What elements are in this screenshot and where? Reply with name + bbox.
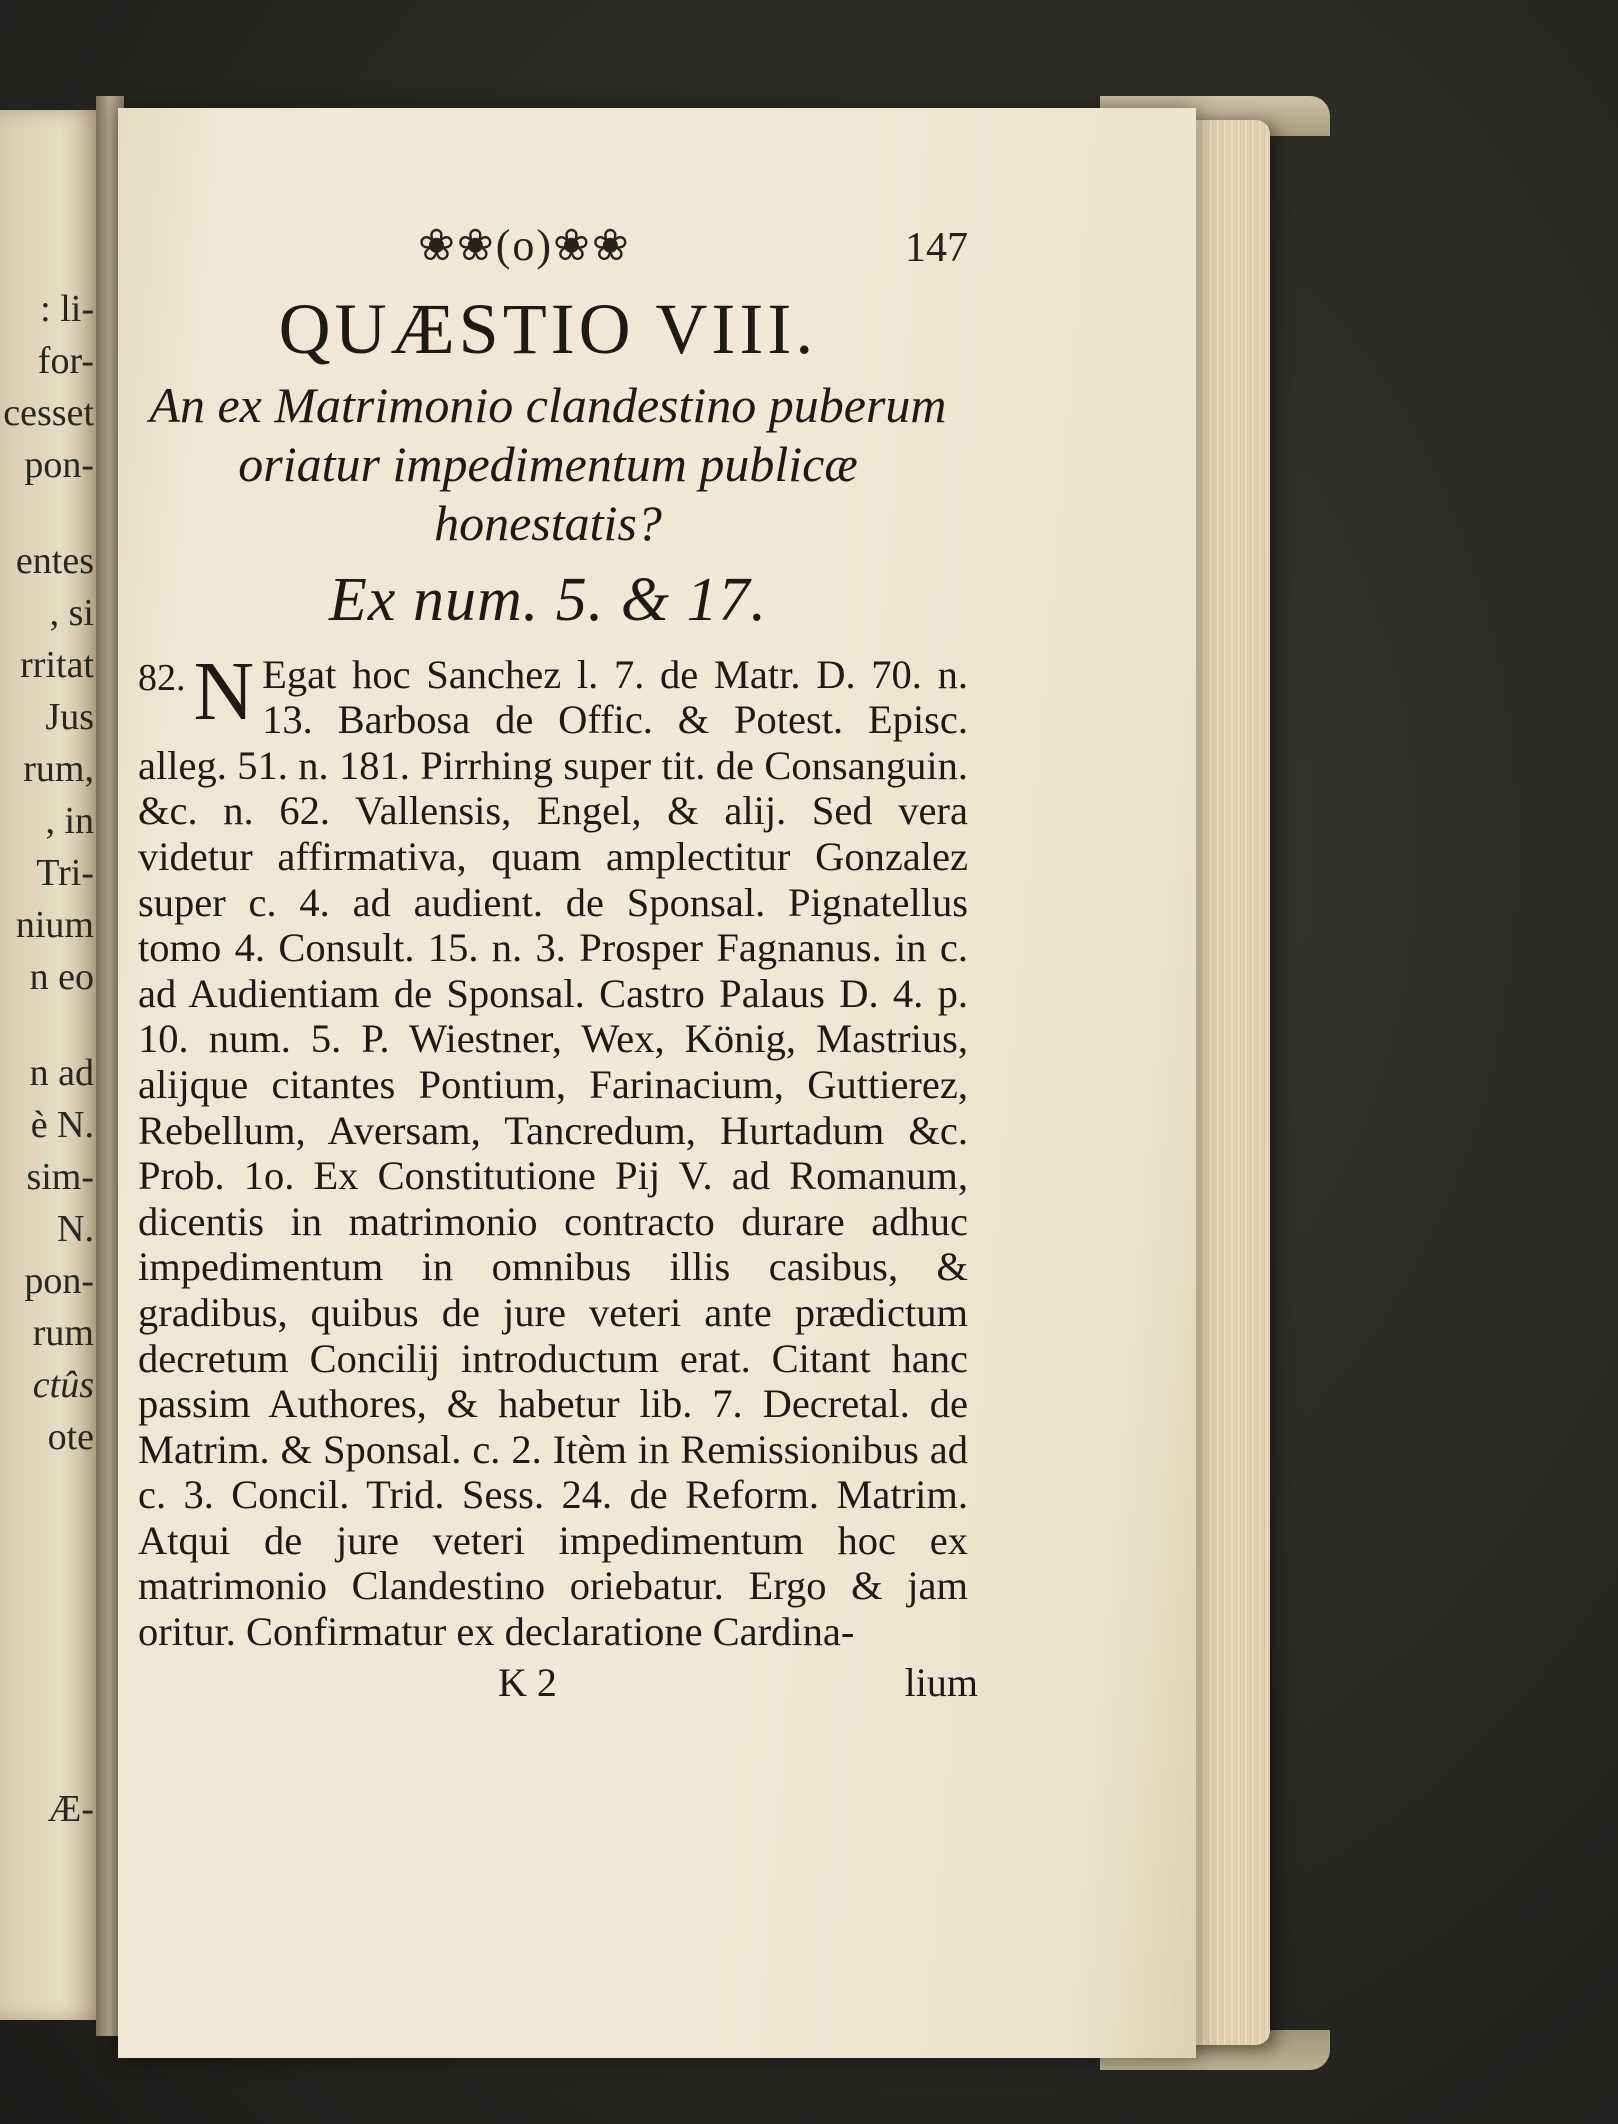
body-paragraph [138, 644, 968, 1655]
question-subtitle: An ex Matrimonio clandestino puberum oriatur impedimentum publicæ honestatis? [149, 376, 947, 551]
drop-cap: N [193, 644, 255, 738]
question-title: QUÆSTIO VIII. [278, 289, 818, 369]
left-fragment-line: ote [47, 1416, 94, 1458]
left-fragment-line: pon- [24, 444, 94, 486]
left-fragment-line: for- [37, 340, 94, 382]
left-fragment-line: rritat [20, 644, 94, 686]
page-footer [138, 1659, 978, 1709]
running-header [138, 220, 968, 282]
header-ornament: ❀❀(o)❀❀ [418, 221, 631, 270]
left-fragment-line: : li- [40, 288, 94, 330]
left-fragment-line: rum, [23, 748, 94, 790]
left-fragment-line: pon- [24, 1260, 94, 1302]
left-fragment-line: sim- [26, 1156, 94, 1198]
body-text: Egat hoc Sanchez l. 7. de Matr. D. 70. n. 13. Barbosa de Offic. & Potest. Episc. alleg. 51. n. 181. Pirrhing super tit. de Consanguin. &c. n. 62. Vallensis, Engel, & alij. Sed vera videtur affirmativa, quam amplectitur Gonzalez super c. 4. ad audient. de Sponsal. Pignatellus tomo 4. Consult. 15. n. 3. Prosper Fagnanus. in c. ad Audientiam de Sponsal. Castro Palaus D. 4. p. 10. num. 5. P. Wiestner, Wex, König, Mastrius, alijque citantes Pontium, Farinacium, Guttierez, Rebellum, Aversam, Tancredum, Hurtadum &c. Prob. 1o. Ex Constitutione Pij V. ad Romanum, dicentis in matrimonio contracto durare adhuc impedimentum in omnibus illis casibus, & gradibus, quibus de jure veteri ante prædictum decretum Concilij introductum erat. Citant hanc passim Authores, & habetur lib. 7. Decretal. de Matrim. & Sponsal. c. 2. Itèm in Remissionibus ad c. 3. Concil. Trid. Sess. 24. de Reform. Matrim. Atqui de jure veteri impedimentum hoc ex matrimonio Clandestino oriebatur. Ergo & jam oritur. Confirmatur ex declaratione Cardina- [138, 651, 968, 1655]
page-number: 147 [905, 225, 968, 271]
left-fragment-line: ctûs [32, 1364, 94, 1406]
left-fragment-line: Tri- [36, 852, 94, 894]
left-fragment-line: , in [45, 800, 94, 842]
page-content [138, 220, 978, 1709]
left-fragment-line: Æ- [47, 1788, 94, 1830]
left-page-fragment [0, 110, 100, 2020]
section-reference: Ex num. 5. & 17. [329, 565, 767, 634]
left-fragment-line: è N. [30, 1104, 94, 1146]
left-fragment-line: nium [15, 904, 94, 946]
left-fragment-line: , si [49, 592, 94, 634]
signature-mark: K 2 [498, 1659, 557, 1705]
left-fragment-line: cesset [3, 392, 94, 434]
left-fragment-line: n ad [29, 1052, 94, 1094]
left-fragment-line: rum [32, 1312, 94, 1354]
left-fragment-line: entes [15, 540, 94, 582]
left-fragment-line: Jus [45, 696, 94, 738]
left-fragment-line: n eo [29, 956, 94, 998]
left-fragment-line: N. [57, 1208, 94, 1250]
paragraph-number: 82. [138, 656, 186, 699]
catchword: lium [904, 1659, 978, 1705]
